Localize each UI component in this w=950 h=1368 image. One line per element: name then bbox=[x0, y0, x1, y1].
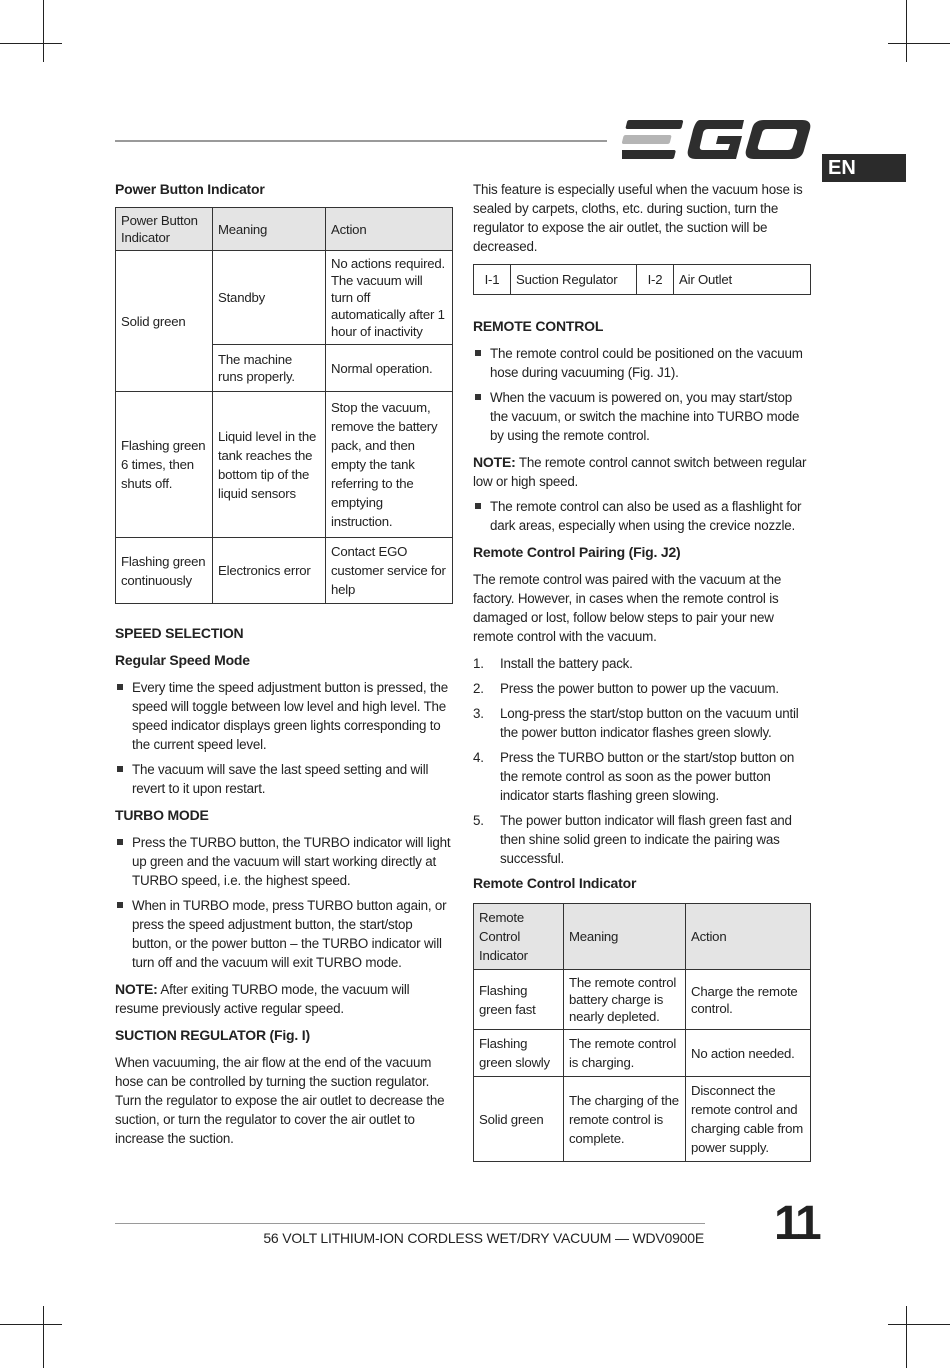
step-number: 4. bbox=[473, 750, 484, 765]
crop-mark-top-left-v bbox=[43, 0, 44, 62]
table-cell: Flashing green continuously bbox=[116, 538, 213, 604]
page-number: 11 bbox=[774, 1197, 819, 1250]
note-text: After exiting TURBO mode, the vacuum will resume previously active regular speed. bbox=[115, 982, 410, 1016]
power-button-indicator-heading: Power Button Indicator bbox=[115, 181, 265, 197]
remote-control-indicator-table bbox=[473, 903, 811, 1162]
remote-indicator-heading: Remote Control Indicator bbox=[473, 875, 637, 891]
list-item: When the vacuum is powered on, you may start/stop the vacuum, or switch the machine into TURBO mode by using the remote control. bbox=[473, 388, 811, 445]
table-cell: Flashing green slowly bbox=[474, 1030, 564, 1077]
table-header-cell: Action bbox=[686, 904, 811, 970]
list-item bbox=[473, 748, 811, 805]
suction-regulator-text: When vacuuming, the air flow at the end of the vacuum hose can be controlled by turning the suction regulator. Turn the regulator to expose the air outlet to decrease the suction, or turn the regulator to cover the air outlet to increase the suction. bbox=[115, 1055, 445, 1146]
right-column bbox=[473, 180, 811, 1182]
list-item bbox=[473, 654, 811, 673]
step-text: Long-press the start/stop button on the vacuum until the power button indicator flashes green slowly. bbox=[500, 706, 799, 740]
table-header-cell: Action bbox=[326, 208, 453, 251]
pairing-steps bbox=[473, 654, 811, 868]
footer-product-title: 56 VOLT LITHIUM-ION CORDLESS WET/DRY VACUUM — WDV0900E bbox=[263, 1230, 704, 1246]
list-item bbox=[473, 679, 811, 698]
step-text: Install the battery pack. bbox=[500, 656, 633, 671]
table-header-row bbox=[474, 904, 811, 970]
note-label: NOTE: bbox=[473, 454, 516, 470]
table-cell: Liquid level in the tank reaches the bottom tip of the liquid sensors bbox=[213, 392, 326, 538]
table-row bbox=[474, 1077, 811, 1162]
table-cell: The remote control is charging. bbox=[564, 1030, 686, 1077]
step-text: The power button indicator will flash green fast and then shine solid green to indicate the pairing was successful. bbox=[500, 813, 792, 866]
table-cell: No actions required. The vacuum will turn off automatically after 1 hour of inactivity bbox=[326, 251, 453, 345]
step-number: 3. bbox=[473, 706, 484, 721]
table-cell: I-1 bbox=[474, 265, 511, 295]
list-item: The remote control could be positioned on the vacuum hose during vacuuming (Fig. J1). bbox=[473, 344, 811, 382]
suction-regulator-heading: SUCTION REGULATOR (Fig. I) bbox=[115, 1027, 310, 1043]
list-item: When in TURBO mode, press TURBO button again, or press the speed adjustment button, the start/stop button, or the power button – the TURBO indicator will turn off and the vacuum will exit TURBO mode. bbox=[115, 896, 453, 972]
table-cell: Flashing green fast bbox=[474, 970, 564, 1030]
table-cell: Charge the remote control. bbox=[686, 970, 811, 1030]
table-cell: Standby bbox=[213, 251, 326, 345]
list-item: Press the TURBO button, the TURBO indicator will light up green and the vacuum will start working directly at TURBO speed, i.e. the highest speed. bbox=[115, 833, 453, 890]
step-text: Press the TURBO button or the start/stop button on the remote control as soon as the power button indicator starts flashing green slowing. bbox=[500, 750, 795, 803]
turbo-mode-list bbox=[115, 833, 453, 972]
table-row bbox=[116, 392, 453, 538]
step-number: 5. bbox=[473, 813, 484, 828]
table-header-cell: Meaning bbox=[564, 904, 686, 970]
table-cell: The remote control battery charge is nearly depleted. bbox=[564, 970, 686, 1030]
table-header-cell: Power Button Indicator bbox=[116, 208, 213, 251]
table-row bbox=[474, 1030, 811, 1077]
table-cell: Electronics error bbox=[213, 538, 326, 604]
footer-rule bbox=[115, 1223, 705, 1224]
table-cell: The charging of the remote control is complete. bbox=[564, 1077, 686, 1162]
remote-control-list bbox=[473, 344, 811, 445]
step-number: 2. bbox=[473, 681, 484, 696]
remote-control-list-2 bbox=[473, 497, 811, 535]
table-header-row bbox=[116, 208, 453, 251]
table-row bbox=[474, 970, 811, 1030]
header-rule bbox=[115, 140, 607, 142]
crop-mark-top-left-h bbox=[0, 43, 62, 44]
table-header-cell: Remote Control Indicator bbox=[474, 904, 564, 970]
suction-feature-text: This feature is especially useful when the vacuum hose is sealed by carpets, cloths, etc. during suction, turn the regulator to expose the air outlet, the suction will be decreased. bbox=[473, 182, 803, 254]
table-cell: Solid green bbox=[116, 251, 213, 392]
table-row bbox=[116, 538, 453, 604]
pairing-text: The remote control was paired with the vacuum at the factory. However, in cases when the remote control is damaged or lost, follow below steps to pair your new remote control with the vacuum. bbox=[473, 572, 782, 644]
table-row bbox=[474, 265, 811, 295]
step-text: Press the power button to power up the vacuum. bbox=[500, 681, 779, 696]
step-number: 1. bbox=[473, 656, 484, 671]
list-item: The remote control can also be used as a flashlight for dark areas, especially when using the crevice nozzle. bbox=[473, 497, 811, 535]
language-tab: EN bbox=[822, 154, 906, 182]
list-item bbox=[473, 704, 811, 742]
figure-legend-table bbox=[473, 264, 811, 295]
turbo-note bbox=[115, 980, 453, 1018]
table-cell: I-2 bbox=[637, 265, 674, 295]
remote-note bbox=[473, 453, 811, 491]
table-cell: Contact EGO customer service for help bbox=[326, 538, 453, 604]
crop-mark-bottom-left-h bbox=[0, 1324, 62, 1325]
pairing-heading: Remote Control Pairing (Fig. J2) bbox=[473, 544, 681, 560]
table-cell: Flashing green 6 times, then shuts off. bbox=[116, 392, 213, 538]
list-item bbox=[473, 811, 811, 868]
power-button-indicator-table bbox=[115, 207, 453, 604]
crop-mark-bottom-left-v bbox=[43, 1306, 44, 1368]
table-header-cell: Meaning bbox=[213, 208, 326, 251]
table-row bbox=[116, 251, 453, 345]
ego-logo bbox=[622, 118, 812, 162]
table-cell: No action needed. bbox=[686, 1030, 811, 1077]
note-text: The remote control cannot switch between regular low or high speed. bbox=[473, 455, 807, 489]
list-item: The vacuum will save the last speed setting and will revert to it upon restart. bbox=[115, 760, 453, 798]
turbo-mode-heading: TURBO MODE bbox=[115, 807, 209, 823]
table-cell: Normal operation. bbox=[326, 345, 453, 392]
left-column bbox=[115, 180, 453, 1156]
remote-control-heading: REMOTE CONTROL bbox=[473, 318, 604, 334]
crop-mark-top-right-h bbox=[888, 43, 950, 44]
table-cell: Stop the vacuum, remove the battery pack, and then empty the tank referring to the emptying instruction. bbox=[326, 392, 453, 538]
crop-mark-bottom-right-v bbox=[906, 1306, 907, 1368]
table-cell: Solid green bbox=[474, 1077, 564, 1162]
table-cell: Air Outlet bbox=[674, 265, 811, 295]
crop-mark-top-right-v bbox=[906, 0, 907, 62]
regular-speed-list bbox=[115, 678, 453, 798]
table-cell: Suction Regulator bbox=[511, 265, 637, 295]
note-label: NOTE: bbox=[115, 981, 158, 997]
list-item: Every time the speed adjustment button is pressed, the speed will toggle between low level and high level. The speed indicator displays green lights corresponding to the current speed level. bbox=[115, 678, 453, 754]
table-cell: Disconnect the remote control and charging cable from power supply. bbox=[686, 1077, 811, 1162]
regular-speed-heading: Regular Speed Mode bbox=[115, 652, 250, 668]
crop-mark-bottom-right-h bbox=[888, 1324, 950, 1325]
table-cell: The machine runs properly. bbox=[213, 345, 326, 392]
speed-selection-heading: SPEED SELECTION bbox=[115, 625, 244, 641]
